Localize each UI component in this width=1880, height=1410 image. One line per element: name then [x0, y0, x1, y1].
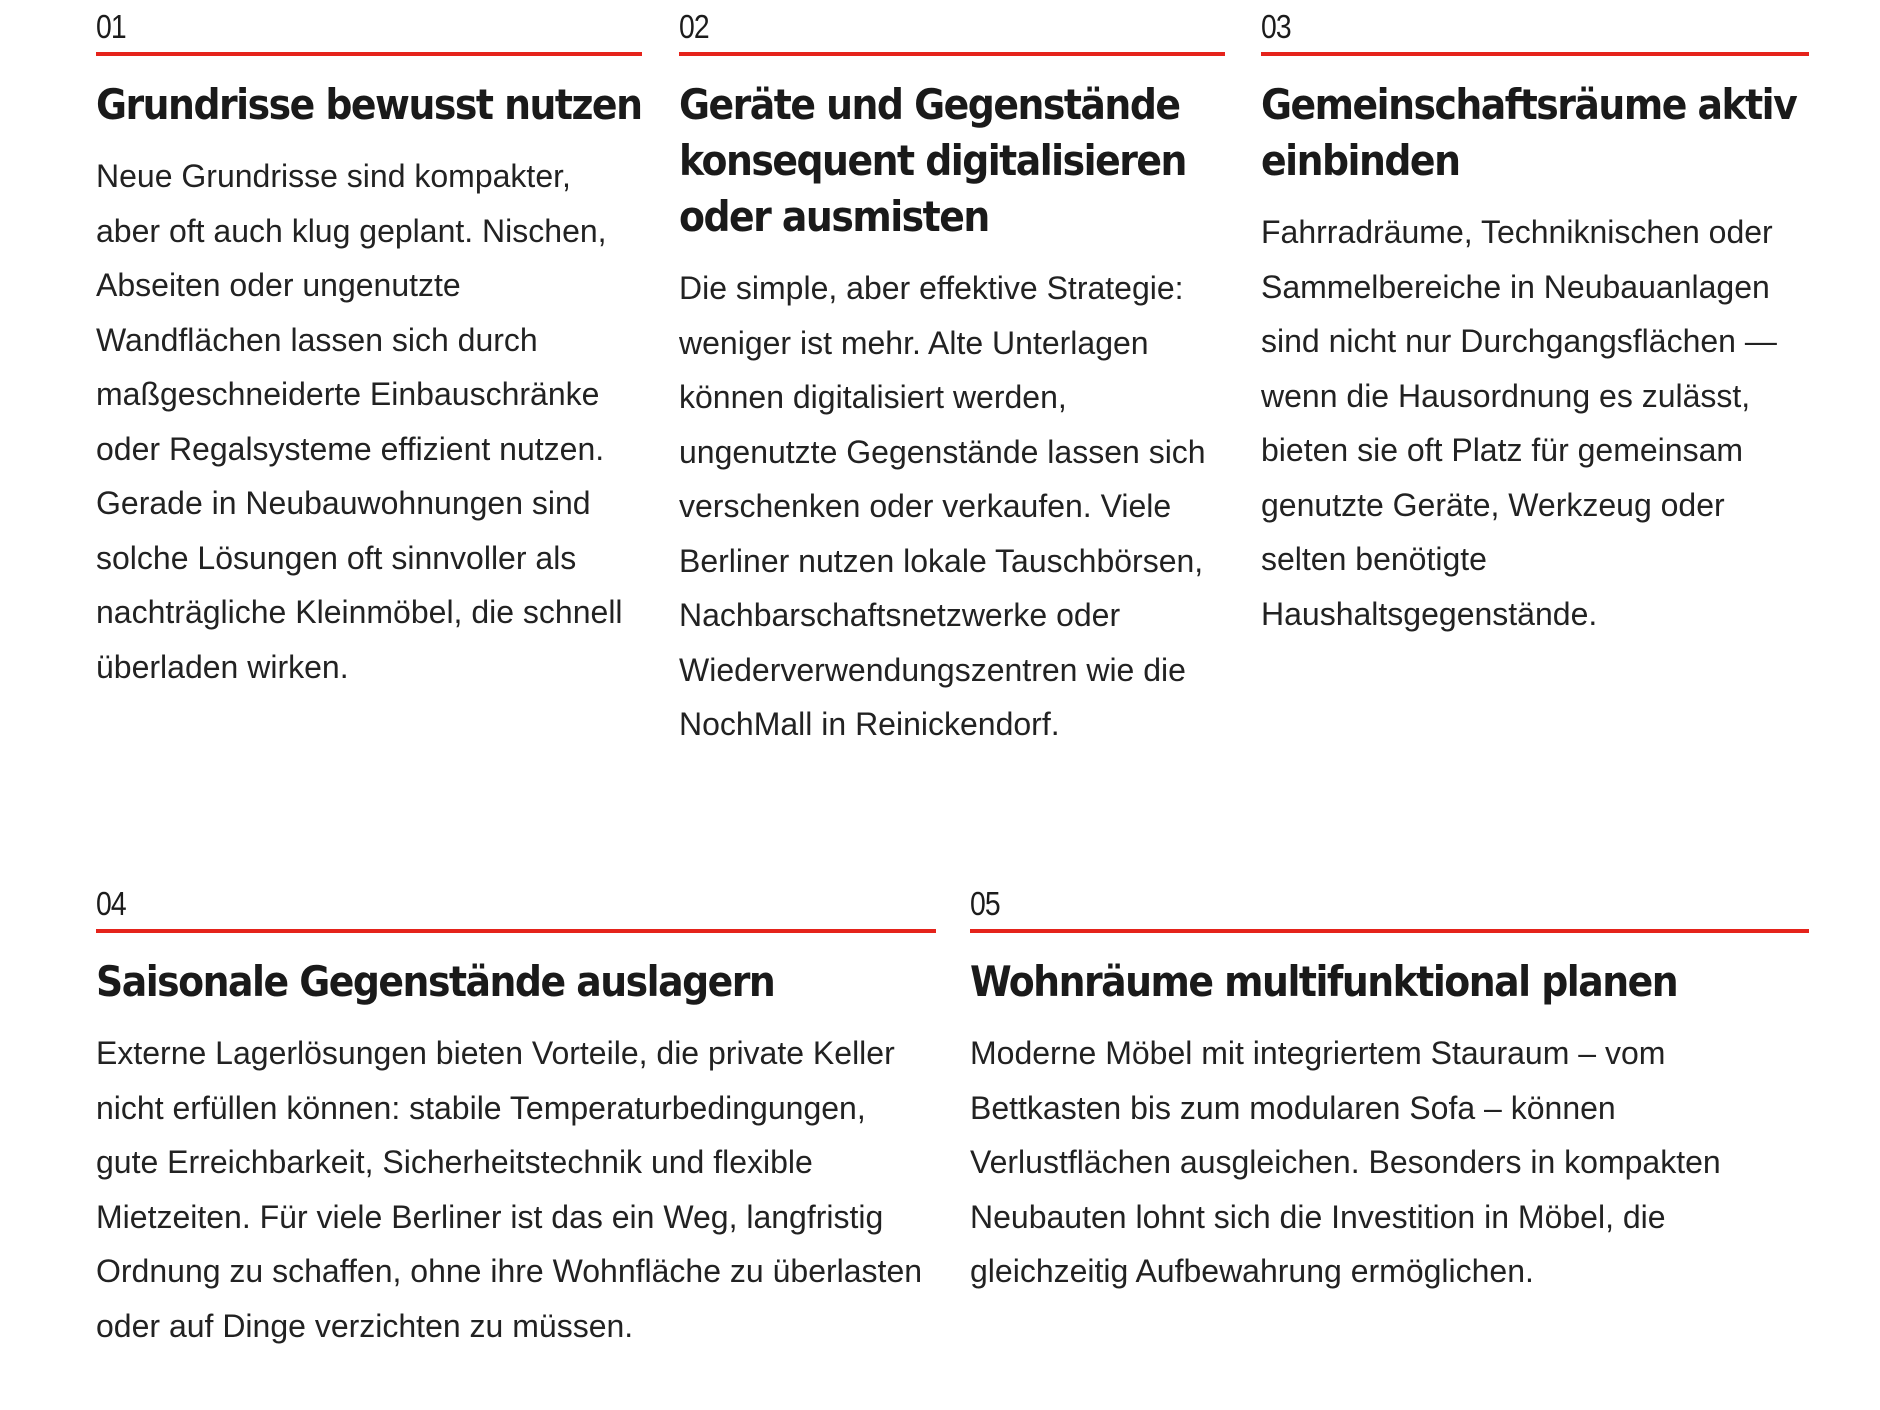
section-title: Geräte und Gegenstände konsequent digitalisieren oder ausmisten [679, 80, 1186, 241]
section-text: Die simple, aber effektive Strategie: weniger ist mehr. Alte Unterlagen können digitalisiert werden, ungenutzte Gegenstände lassen sich verschenken oder verkaufen. Viele Berliner nutzen lokale Tauschbörsen, Nachbarschaftsnetzwerke oder Wiederverwendungszentren wie die NochMall in Reinickendorf. [679, 270, 1206, 742]
section-text: Moderne Möbel mit integriertem Stauraum – vom Bettkasten bis zum modularen Sofa – können Verlustflächen ausgleichen. Besonders in kompakten Neubauten lohnt sich die Investition in Möbel, die gleichzeitig Aufbewahrung ermöglichen. [970, 1035, 1721, 1289]
section-number: 03 [1261, 8, 1291, 45]
section-number: 02 [679, 8, 709, 45]
section-text: Fahrradräume, Techniknischen oder Sammelbereiche in Neubauanlagen sind nicht nur Durchgangsflächen — wenn die Hausordnung es zulässt, bieten sie oft Platz für gemeinsam genutzte Geräte, Werkzeug oder selten benötigte Haushaltsgegenstände. [1261, 214, 1777, 632]
section-number: 05 [970, 885, 1000, 922]
section-card-03 [1261, 0, 1809, 641]
section-card-01 [96, 0, 642, 694]
section-text: Neue Grundrisse sind kompakter, aber oft auch klug geplant. Nischen, Abseiten oder ungenutzte Wandflächen lassen sich durch maßgeschneiderte Einbauschränke oder Regalsysteme effizient nutzen. Gerade in Neubauwohnungen sind solche Lösungen oft sinnvoller als nachträgliche Kleinmöbel, die schnell überladen wirken. [96, 158, 623, 685]
section-divider [1261, 52, 1809, 56]
section-divider [96, 929, 936, 933]
section-card-04 [96, 877, 936, 1353]
section-title: Gemeinschaftsräume aktiv einbinden [1261, 80, 1797, 185]
section-number: 04 [96, 885, 126, 922]
section-title: Grundrisse bewusst nutzen [96, 80, 642, 129]
section-card-05 [970, 877, 1809, 1299]
section-title: Saisonale Gegenstände auslagern [96, 957, 775, 1006]
section-title: Wohnräume multifunktional planen [970, 957, 1678, 1006]
section-number: 01 [96, 8, 126, 45]
section-divider [970, 929, 1809, 933]
section-card-02 [679, 0, 1225, 752]
section-divider [96, 52, 642, 56]
section-text: Externe Lagerlösungen bieten Vorteile, die private Keller nicht erfüllen können: stabile Temperaturbedingungen, gute Erreichbarkeit, Sicherheitstechnik und flexible Mietzeiten. Für viele Berliner ist das ein Weg, langfristig Ordnung zu schaffen, ohne ihre Wohnfläche zu überlasten oder auf Dinge verzichten zu müssen. [96, 1035, 923, 1344]
section-divider [679, 52, 1225, 56]
